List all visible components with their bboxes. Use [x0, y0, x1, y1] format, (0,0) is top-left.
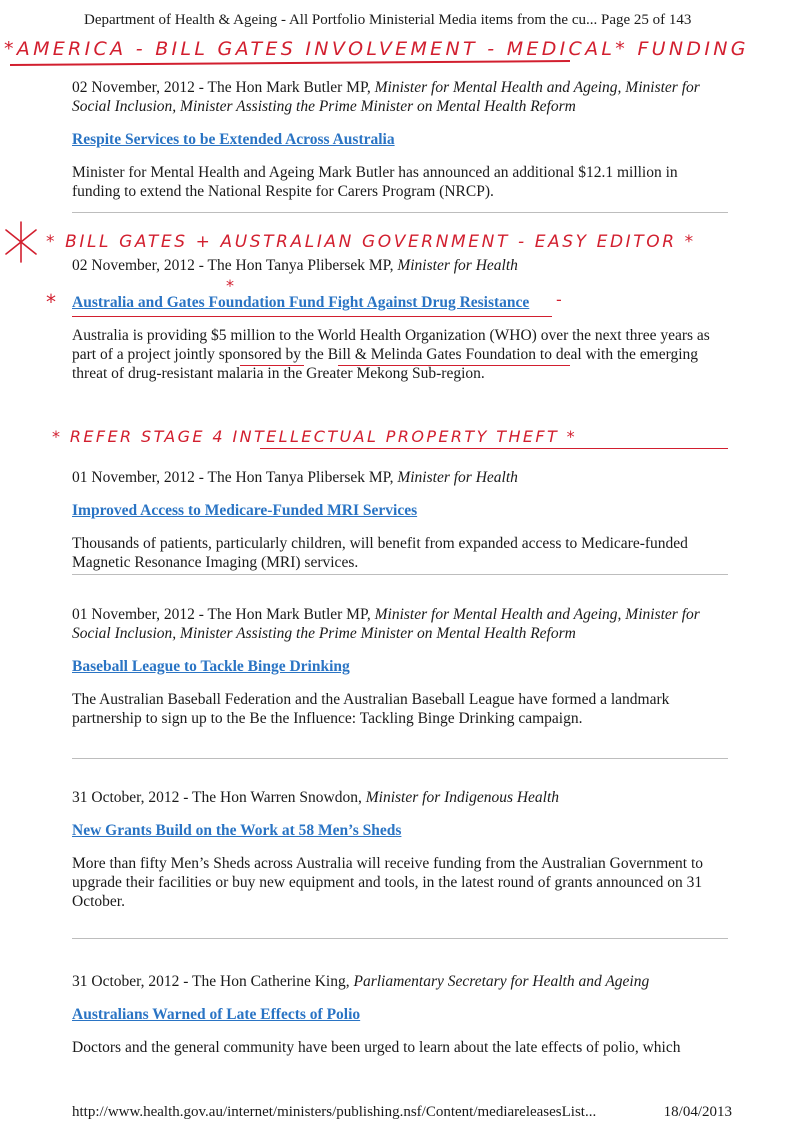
item-date: 02 November, 2012 - The Hon Mark Butler MP,: [72, 79, 371, 96]
page-footer: [72, 1104, 732, 1121]
item-summary: Doctors and the general community have been urged to learn about the late effects of polio, which: [72, 1039, 681, 1056]
page-header: Department of Health & Ageing - All Portfolio Ministerial Media items from the cu... Page 25 of 143: [84, 12, 692, 28]
divider: [72, 758, 728, 759]
divider: [72, 212, 728, 213]
media-item-6: [72, 972, 728, 1057]
asterisk-mark-icon: [4, 220, 38, 264]
media-item-2: [72, 256, 728, 383]
item-date: 02 November, 2012 - The Hon Tanya Plibersek MP,: [72, 257, 394, 274]
item-role: Minister for Mental Health and Ageing, Minister for Social Inclusion, Minister Assisting the Prime Minister on Mental Health Reform: [72, 79, 700, 115]
item-title-link[interactable]: Australia and Gates Foundation Fund Fight Against Drug Resistance: [72, 294, 530, 311]
item-meta: [72, 256, 728, 275]
item-meta: [72, 972, 728, 991]
phrase-red-underline: [338, 365, 570, 366]
item-role: Minister for Health: [397, 257, 518, 274]
item-summary: Minister for Mental Health and Ageing Mark Butler has announced an additional $12.1 million in funding to extend the National Respite for Carers Program (NRCP).: [72, 164, 678, 200]
item-role: Parliamentary Secretary for Health and Ageing: [353, 973, 650, 990]
item-meta: [72, 605, 728, 643]
item-summary: Australia is providing $5 million to the World Health Organization (WHO) over the next three years as part of a project jointly sponsored by the Bill & Melinda Gates Foundation to deal with the emerging threat of drug-resistant malaria in the Greater Mekong Sub-region.: [72, 327, 710, 382]
item-title-link[interactable]: Australians Warned of Late Effects of Polio: [72, 1006, 361, 1023]
handwritten-annotation-top: *AMERICA - BILL GATES INVOLVEMENT - MEDICAL* FUNDING: [4, 38, 749, 60]
item-title-link[interactable]: Baseball League to Tackle Binge Drinking: [72, 658, 350, 675]
item-summary: More than fifty Men’s Sheds across Australia will receive funding from the Australian Government to upgrade their facilities or buy new equipment and tools, in the latest round of grants announced on 31 October.: [72, 855, 704, 910]
media-item-3: [72, 468, 728, 572]
item-date: 01 November, 2012 - The Hon Mark Butler MP,: [72, 606, 371, 623]
item-meta: [72, 788, 728, 807]
handwritten-annotation-gates: * BILL GATES + AUSTRALIAN GOVERNMENT - EASY EDITOR *: [46, 232, 696, 252]
annotation-dash: -: [556, 290, 562, 309]
item-summary: Thousands of patients, particularly children, will benefit from expanded access to Medicare-funded Magnetic Resonance Imaging (MRI) services.: [72, 535, 688, 571]
item-meta: [72, 468, 728, 487]
asterisk-mark-icon: *: [226, 276, 234, 295]
divider: [72, 938, 728, 939]
item-title-link[interactable]: Respite Services to be Extended Across Australia: [72, 131, 395, 148]
item-role: Minister for Health: [397, 469, 518, 486]
item-title-link[interactable]: New Grants Build on the Work at 58 Men’s Sheds: [72, 822, 402, 839]
handwritten-annotation-refer: * REFER STAGE 4 INTELLECTUAL PROPERTY THEFT *: [52, 427, 578, 446]
annotation-underline: [260, 448, 728, 449]
item-date: 31 October, 2012 - The Hon Catherine King,: [72, 973, 350, 990]
item-date: 31 October, 2012 - The Hon Warren Snowdon,: [72, 789, 362, 806]
annotation-underline: [10, 60, 570, 66]
footer-date: 18/04/2013: [663, 1104, 732, 1120]
media-item-1: [72, 78, 728, 201]
title-red-underline: [72, 316, 552, 317]
word-red-underline: [240, 365, 304, 366]
divider: [72, 574, 728, 575]
item-role: Minister for Mental Health and Ageing, Minister for Social Inclusion, Minister Assisting the Prime Minister on Mental Health Reform: [72, 606, 700, 642]
item-title-link[interactable]: Improved Access to Medicare-Funded MRI Services: [72, 502, 418, 519]
media-item-5: [72, 788, 728, 911]
item-date: 01 November, 2012 - The Hon Tanya Plibersek MP,: [72, 469, 394, 486]
item-summary: The Australian Baseball Federation and the Australian Baseball League have formed a landmark partnership to sign up to the Be the Influence: Tackling Binge Drinking campaign.: [72, 691, 670, 727]
item-meta: [72, 78, 728, 116]
footer-url: http://www.health.gov.au/internet/ministers/publishing.nsf/Content/mediareleasesList...: [72, 1104, 597, 1120]
item-role: Minister for Indigenous Health: [365, 789, 560, 806]
asterisk-mark-icon: *: [46, 290, 56, 314]
media-item-4: [72, 605, 728, 728]
